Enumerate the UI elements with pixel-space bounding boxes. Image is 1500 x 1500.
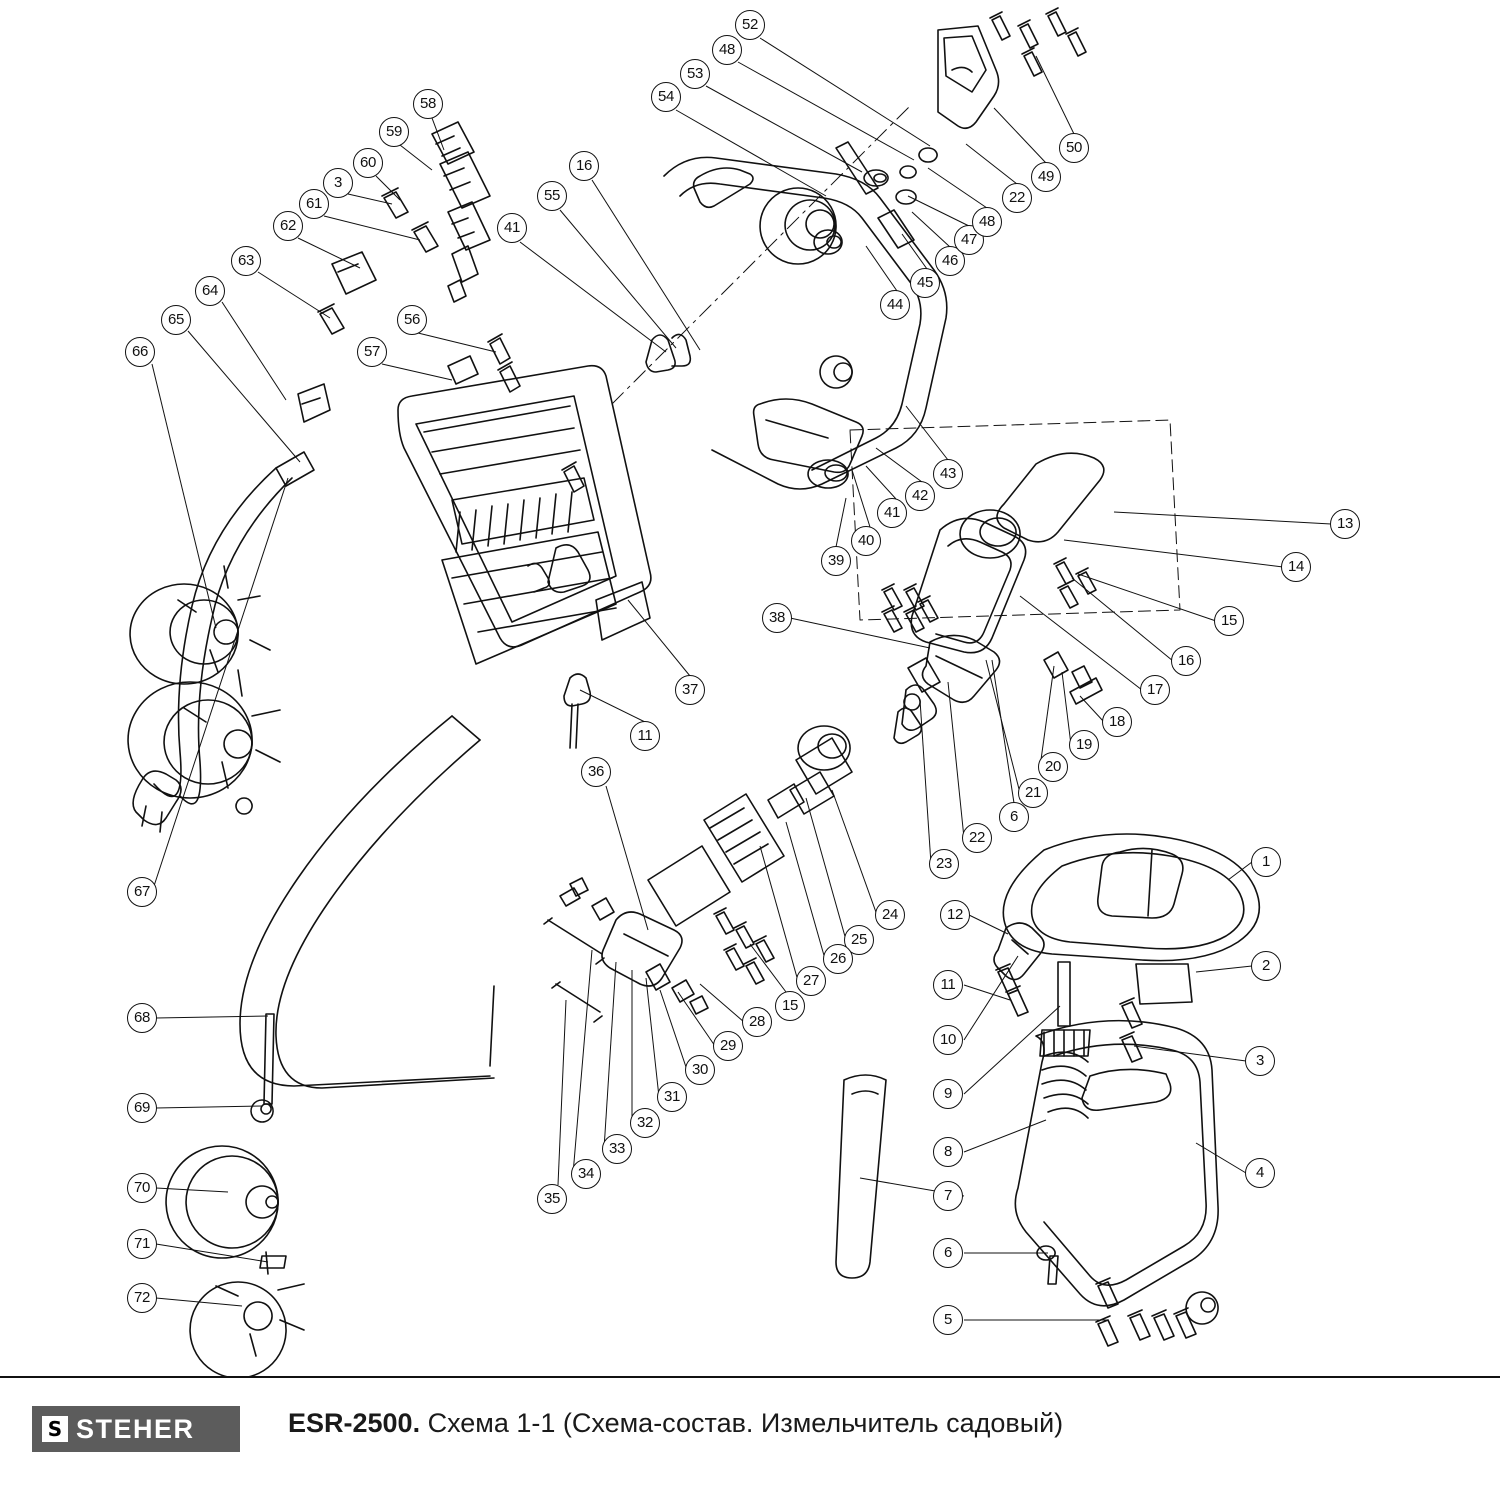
callout-number: 22 [962, 823, 992, 853]
callout-number: 52 [735, 10, 765, 40]
leader-line [700, 984, 744, 1022]
callout-number: 19 [1069, 730, 1099, 760]
callout-number: 53 [680, 59, 710, 89]
leader-line [520, 242, 666, 352]
leader-line [382, 364, 452, 380]
callout-number: 42 [905, 481, 935, 511]
leader-line [836, 498, 846, 547]
callout-number: 28 [742, 1007, 772, 1037]
callout-number: 3 [323, 168, 353, 198]
callout-number: 21 [1018, 778, 1048, 808]
leader-line [866, 246, 897, 291]
leader-line [920, 700, 931, 864]
callout-number: 57 [357, 337, 387, 367]
leader-line [964, 985, 1010, 1000]
callout-number: 43 [933, 459, 963, 489]
callout-number: 50 [1059, 133, 1089, 163]
callout-number: 18 [1102, 707, 1132, 737]
leader-line [560, 210, 676, 348]
callout-number: 45 [910, 268, 940, 298]
leader-line [866, 466, 896, 499]
callout-number: 58 [413, 89, 443, 119]
brand-logo [32, 1406, 240, 1452]
leader-line [573, 950, 592, 1174]
callout-number: 60 [353, 148, 383, 178]
callout-number: 48 [972, 207, 1002, 237]
leader-line [994, 108, 1046, 163]
leader-line [558, 1000, 566, 1185]
callout-number: 54 [651, 82, 681, 112]
leader-line [1196, 966, 1252, 972]
callout-number: 17 [1140, 675, 1170, 705]
diagram-caption [288, 1408, 1063, 1439]
leader-line [1062, 672, 1071, 745]
callout-number: 6 [999, 802, 1029, 832]
leader-line [738, 62, 914, 160]
callout-number: 49 [1031, 162, 1061, 192]
callout-number: 68 [127, 1003, 157, 1033]
callout-number: 3 [1245, 1046, 1275, 1076]
brand-mark-icon: S [42, 1416, 68, 1442]
leader-line [1020, 596, 1142, 690]
callout-number: 48 [712, 35, 742, 65]
leader-line [876, 448, 922, 482]
callout-number: 24 [875, 900, 905, 930]
callout-number: 22 [1002, 183, 1032, 213]
leader-line [992, 660, 1014, 803]
callout-number: 16 [1171, 646, 1201, 676]
callout-number: 62 [273, 211, 303, 241]
callout-number: 70 [127, 1173, 157, 1203]
leader-line [1064, 540, 1283, 567]
callout-number: 61 [299, 189, 329, 219]
leader-line [660, 990, 687, 1070]
callout-number: 6 [933, 1238, 963, 1268]
footer-bar [0, 1376, 1500, 1500]
leader-line [156, 1016, 268, 1018]
callout-number: 30 [685, 1055, 715, 1085]
callout-number: 12 [940, 900, 970, 930]
callout-number: 14 [1281, 552, 1311, 582]
callout-number: 40 [851, 526, 881, 556]
callout-number: 39 [821, 546, 851, 576]
leader-line [986, 660, 1020, 793]
leader-line [750, 944, 786, 992]
leader-line [628, 600, 690, 676]
leader-line [1114, 512, 1331, 524]
leader-line [222, 302, 286, 400]
callout-number: 69 [127, 1093, 157, 1123]
leader-line [912, 212, 950, 247]
leader-line [156, 1106, 262, 1108]
callout-number: 15 [775, 991, 805, 1021]
callout-number: 2 [1251, 951, 1281, 981]
callout-number: 41 [877, 498, 907, 528]
callout-number: 33 [602, 1134, 632, 1164]
leader-line [604, 962, 616, 1149]
leader-line [902, 234, 927, 269]
callout-number: 25 [844, 925, 874, 955]
callout-number: 71 [127, 1229, 157, 1259]
leader-line [928, 168, 987, 208]
leader-line [1072, 578, 1173, 661]
model-number: ESR-2500. [288, 1408, 421, 1438]
callout-number: 15 [1214, 606, 1244, 636]
callout-number: 64 [195, 276, 225, 306]
leader-line [964, 1120, 1046, 1152]
leader-line [646, 978, 659, 1097]
callout-number: 27 [796, 966, 826, 996]
callout-number: 34 [571, 1159, 601, 1189]
callout-number: 11 [630, 721, 660, 751]
leader-line [592, 180, 700, 350]
leader-line [156, 1244, 268, 1262]
callout-number: 11 [933, 970, 963, 1000]
callout-number: 38 [762, 603, 792, 633]
leader-line [906, 406, 948, 460]
callout-number: 44 [880, 290, 910, 320]
callout-number: 5 [933, 1305, 963, 1335]
leader-line [400, 145, 432, 170]
callout-number: 29 [713, 1031, 743, 1061]
leader-line [908, 196, 969, 226]
callout-number: 37 [675, 675, 705, 705]
leader-line [298, 238, 360, 268]
leader-line [969, 915, 1008, 934]
callout-number: 47 [954, 225, 984, 255]
leader-line [1036, 56, 1074, 134]
callout-number: 13 [1330, 509, 1360, 539]
brand-name: STEHER [76, 1413, 195, 1444]
callout-number: 31 [657, 1082, 687, 1112]
leader-line [154, 478, 288, 886]
callout-number: 65 [161, 305, 191, 335]
callout-number: 46 [935, 246, 965, 276]
leader-line [964, 1006, 1060, 1094]
callout-number: 4 [1245, 1158, 1275, 1188]
callout-number: 16 [569, 151, 599, 181]
leader-line [1078, 574, 1216, 621]
callout-number: 10 [933, 1025, 963, 1055]
leader-line [790, 618, 930, 648]
callout-number: 55 [537, 181, 567, 211]
leader-line [832, 790, 877, 915]
callout-number: 41 [497, 213, 527, 243]
caption-text: Схема 1-1 (Схема-состав. Измельчитель садовый) [427, 1408, 1064, 1438]
callout-number: 63 [231, 246, 261, 276]
leader-line [786, 822, 825, 959]
callout-number: 59 [379, 117, 409, 147]
callout-number: 26 [823, 944, 853, 974]
callout-number: 67 [127, 877, 157, 907]
callout-number: 23 [929, 849, 959, 879]
leader-line [852, 470, 870, 527]
callout-number: 36 [581, 757, 611, 787]
callout-number: 66 [125, 337, 155, 367]
leader-line [806, 798, 846, 940]
leader-line [324, 216, 420, 240]
callout-number: 32 [630, 1108, 660, 1138]
callout-number: 35 [537, 1184, 567, 1214]
callout-number: 1 [1251, 847, 1281, 877]
callout-number: 8 [933, 1137, 963, 1167]
callout-number: 7 [933, 1181, 963, 1211]
callout-number: 72 [127, 1283, 157, 1313]
leader-line [418, 333, 496, 352]
callout-number: 20 [1038, 752, 1068, 782]
leader-line [966, 144, 1017, 184]
callout-number: 56 [397, 305, 427, 335]
leader-line [948, 682, 964, 838]
callout-number: 9 [933, 1079, 963, 1109]
